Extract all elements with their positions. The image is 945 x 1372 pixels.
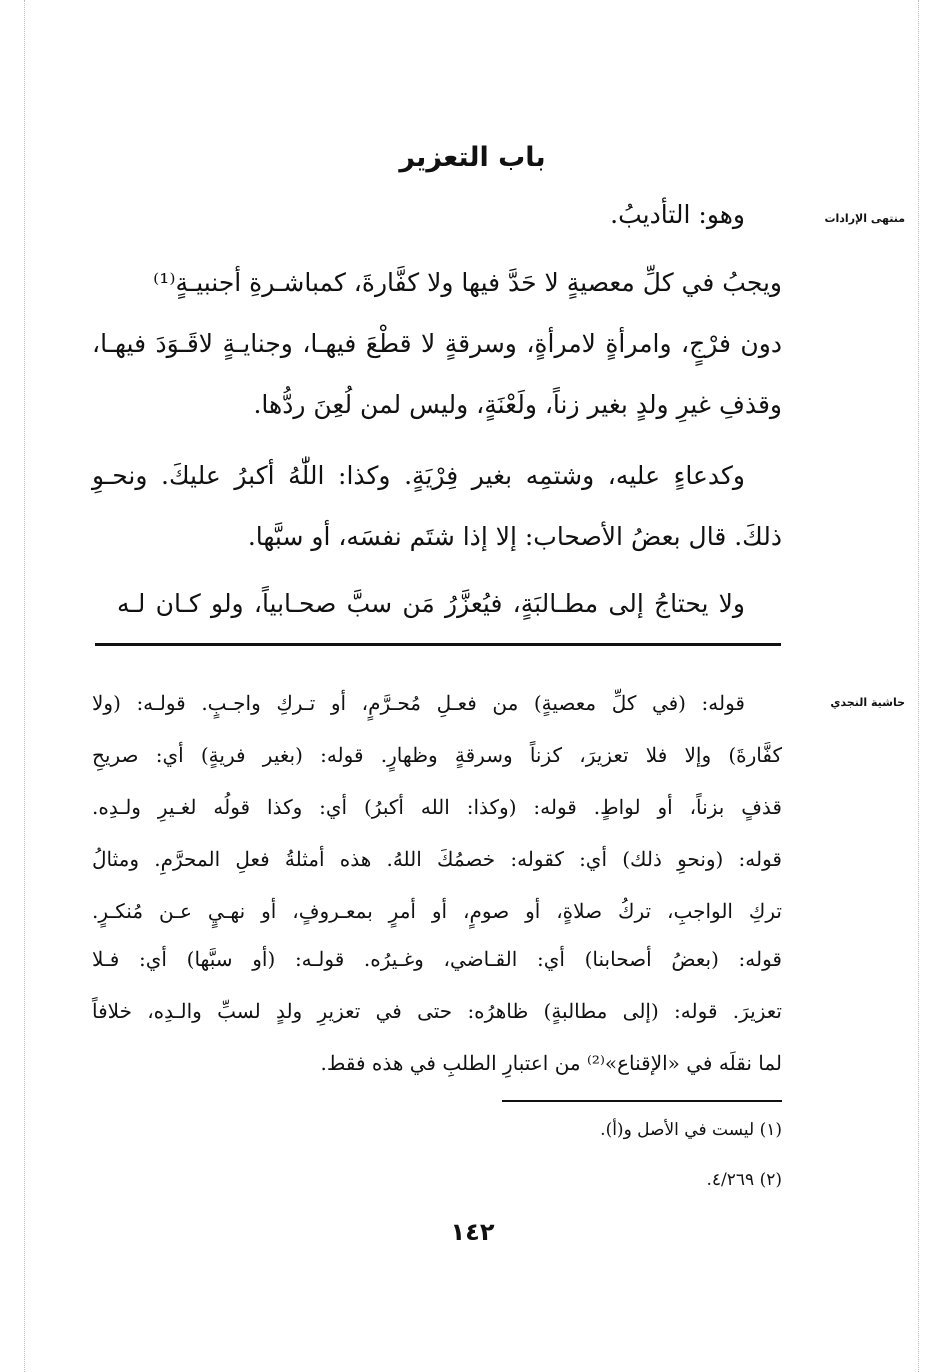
- commentary-line: لما نقلَه في «الإقناع»⁽²⁾ من اعتبارِ الطلبِ في هذه فقط.: [320, 1051, 782, 1075]
- commentary-line: كفَّارةَ) وإلا فلا تعزيرَ، كزناً وسرقةٍ وظهارٍ. قوله: (بغير فريةٍ) أي: صريحِ: [92, 743, 782, 767]
- main-text-line: وهو: التأديبُ.: [610, 200, 745, 229]
- commentary-line: قوله: (ونحوِ ذلك) أي: كقوله: خصمُكَ اللهُ. هذه أمثلةُ فعلِ المحرَّمِ. ومثالُ: [92, 847, 782, 871]
- main-text-line: ولا يحتاجُ إلى مطـالبَةٍ، فيُعزَّرُ مَن سبَّ صحـابياً، ولو كـان لـه: [117, 589, 745, 618]
- main-text-line: وقذفِ غيرِ ولدٍ بغير زناً، ولَعْنَةٍ، وليس لمن لُعِنَ ردُّها.: [253, 390, 782, 419]
- chapter-title: باب التعزير: [399, 142, 546, 173]
- page-number: ١٤٢: [450, 1218, 495, 1246]
- commentary-line: تركِ الواجبِ، تركُ صلاةٍ، أو صومٍ، أو أمرٍ بمعـروفٍ، أو نهـيٍ عـن مُنكـرٍ.: [92, 899, 782, 923]
- commentary-line: قذفٍ بزناً، أو لواطٍ. قوله: (وكذا: الله أكبرُ) أي: وكذا قولُه لغـيرِ ولـدِه.: [92, 795, 782, 819]
- commentary-line: قوله: (بعضُ أصحابنا) أي: القـاضي، وغـيرُه. قولـه: (أو سبَّها) أي: فـلا: [92, 947, 782, 971]
- scan-guide-right: [918, 0, 919, 1372]
- commentary-line: تعزيرَ. قوله: (إلى مطالبةٍ) ظاهرُه: حتى في تعزيرِ ولدٍ لسبِّ والـدِه، خلافاً: [92, 999, 782, 1023]
- main-text-source-label: منتهى الإرادات: [824, 212, 905, 225]
- footnote-divider: [502, 1100, 782, 1102]
- footnote: (٢) ٤/٢٦٩.: [706, 1170, 782, 1190]
- main-text-line: ويجبُ في كلِّ معصيةٍ لا حَدَّ فيها ولا كفَّارةَ، كمباشـرةِ أجنبيـةٍ⁽¹⁾: [153, 268, 782, 297]
- main-text-line: ذلكَ. قال بعضُ الأصحاب: إلا إذا شتَم نفسَه، أو سبَّها.: [247, 522, 782, 551]
- scan-guide-left: [24, 0, 25, 1372]
- main-text-line: دون فرْجٍ، وامرأةٍ لامرأةٍ، وسرقةٍ لا قطْعَ فيهـا، وجنايـةٍ لاقَـوَدَ فيهـا،: [92, 329, 782, 358]
- main-text-line: وكدعاءٍ عليه، وشتمِه بغير فِرْيَةٍ. وكذا: اللّٰهُ أكبرُ عليكَ. ونحـوِ: [92, 461, 745, 490]
- commentary-source-label: حاشية النجدي: [830, 696, 905, 709]
- commentary-line: قوله: (في كلِّ معصيةٍ) من فعـلِ مُحـرَّمٍ، أو تـركِ واجـبٍ. قولـه: (ولا: [92, 691, 745, 715]
- footnote: (١) ليست في الأصل و(أ).: [600, 1120, 782, 1140]
- section-divider: [95, 643, 781, 646]
